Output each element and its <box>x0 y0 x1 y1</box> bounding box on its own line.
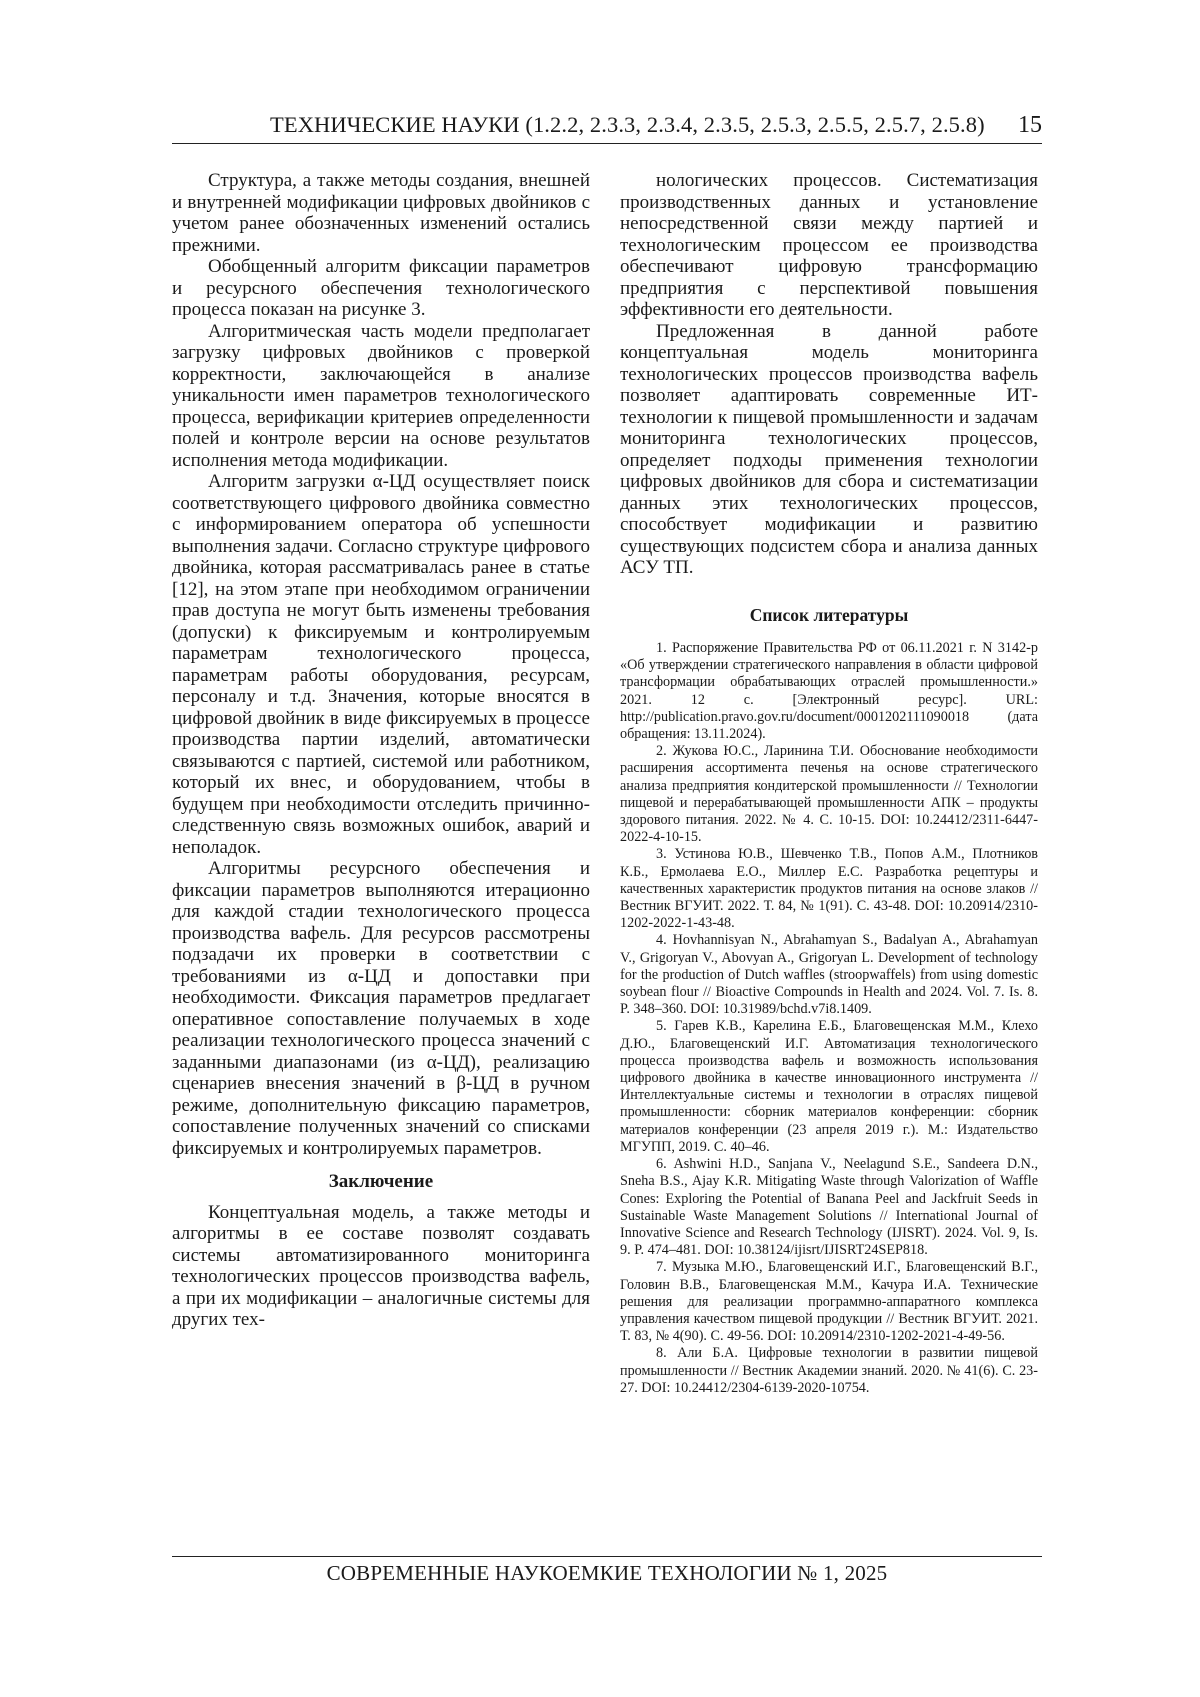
paragraph: Обобщенный алгоритм фиксации параметров и ресурсного обеспечения технологического процесса показан на рисунке 3. <box>172 256 590 320</box>
paragraph: нологических процессов. Систематизация производственных данных и установление непосредственной связи между партией и технологическим процессом ее производства обеспечивают цифровую трансформацию предприятия с перспективой повышения эффективности его деятельности. <box>620 170 1038 320</box>
journal-name: СОВРЕМЕННЫЕ НАУКОЕМКИЕ ТЕХНОЛОГИИ № 1, 2025 <box>326 1561 888 1585</box>
left-column <box>172 170 590 1331</box>
reference-item: 6. Ashwini H.D., Sanjana V., Neelagund S.E., Sandeera D.N., Sneha B.S., Ajay K.R. Mitigating Waste through Valorization of Waffle Cones: Exploring the Potential of Banana Peel and Jackfruit Seeds in Sustainable Waste Management Solutions // International Journal of Innovative Science and Research Technology (IJISRT). 2024. Vol. 9, Is. 9. P. 474–481. DOI: 10.38124/ijisrt/IJISRT24SEP818. <box>620 1156 1038 1259</box>
paragraph: Предложенная в данной работе концептуальная модель мониторинга технологических процессов производства вафель позволяет адаптировать современные ИТ-технологии к пищевой промышленности и задачам мониторинга технологических процессов, определяет подходы применения технологии цифровых двойников для сбора и систематизации данных этих технологических процессов, способствует модификации и развитию существующих подсистем сбора и анализа данных АСУ ТП. <box>620 320 1038 578</box>
paragraph: Структура, а также методы создания, внешней и внутренней модификации цифровых двойников с учетом ранее обозначенных изменений остались прежними. <box>172 170 590 256</box>
running-header <box>172 112 1042 142</box>
reference-item: 2. Жукова Ю.С., Ларинина Т.И. Обоснование необходимости расширения ассортимента печенья на основе стратегического анализа предприятия кондитерской промышленности // Технологии пищевой и перерабатывающей промышленности АПК – продукты здорового питания. 2022. № 4. С. 10-15. DOI: 10.24412/2311-6447-2022-4-10-15. <box>620 743 1038 846</box>
journal-section-title: ТЕХНИЧЕСКИЕ НАУКИ (1.2.2, 2.3.3, 2.3.4, 2.3.5, 2.5.3, 2.5.5, 2.5.7, 2.5.8) <box>270 112 985 137</box>
running-footer <box>172 1556 1042 1586</box>
reference-item: 4. Hovhannisyan N., Abrahamyan S., Badalyan A., Abrahamyan V., Grigoryan V., Abovyan A., Grigoryan L. Development of technology for the production of Dutch waffles (stroopwaffels) from using domestic soybean flour // Bioactive Compounds in Health and 2024. Vol. 7. Is. 8. P. 348–360. DOI: 10.31989/bchd.v7i8.1409. <box>620 932 1038 1018</box>
right-column <box>620 170 1038 1397</box>
references-heading: Список литературы <box>749 604 909 625</box>
paragraph: Алгоритм загрузки α-ЦД осуществляет поиск соответствующего цифрового двойника совместно с информированием оператора об успешности выполнения задачи. Согласно структуре цифрового двойника, которая рассматривалась ранее в статье [12], на этом этапе при необходимом ограничении прав доступа не могут быть изменены требования (допуски) к фиксируемым и контролируемым параметрам технологического процесса, параметрам работы оборудования, ресурсам, персоналу и т.д. Значения, которые вносятся в цифровой двойник в виде фиксируемых в процессе производства партии изделий, автоматически связываются с партией, системой или работником, который их внес, и оборудованием, чтобы в будущем при необходимости отследить причинно-следственную связь возможных ошибок, аварий и неполадок. <box>172 471 590 858</box>
header-divider <box>172 143 1042 144</box>
page-number: 15 <box>1018 112 1042 138</box>
footer-divider <box>172 1556 1042 1557</box>
reference-item: 3. Устинова Ю.В., Шевченко Т.В., Попов А.М., Плотников К.Б., Ермолаева Е.О., Миллер Е.С. Разработка рецептуры и качественных характеристик продуктов питания на основе злаков // Вестник ВГУИТ. 2022. Т. 84, № 1(91). С. 43-48. DOI: 10.20914/2310-1202-2022-1-43-48. <box>620 846 1038 932</box>
paragraph: Алгоритмы ресурсного обеспечения и фиксации параметров выполняются итерационно для каждой стадии технологического процесса производства вафель. Для ресурсов рассмотрены подзадачи их проверки в соответствии с требованиями из α-ЦД и допоставки при необходимости. Фиксация параметров предлагает оперативное сопоставление получаемых в ходе реализации технологического процесса значений с заданными диапазонами (из α-ЦД), реализацию сценариев внесения значений в β-ЦД в ручном режиме, дополнительную фиксацию параметров, сопоставление полученных значений со списками фиксируемых и контролируемых параметров. <box>172 858 590 1159</box>
paragraph: Алгоритмическая часть модели предполагает загрузку цифровых двойников с проверкой корректности, заключающейся в анализе уникальности имен параметров технологического процесса, верификации критериев определенности полей и контроле версии на основе результатов исполнения метода модификации. <box>172 320 590 471</box>
reference-item: 1. Распоряжение Правительства РФ от 06.11.2021 г. N 3142-р «Об утверждении стратегического направления в области цифровой трансформации обрабатывающих отраслей промышленности.» 2021. 12 с. [Электронный ресурс]. URL: http://publication.pravo.gov.ru/document/0001202111090018 (дата обращения: 13.11.2024). <box>620 640 1038 743</box>
reference-item: 8. Али Б.А. Цифровые технологии в развитии пищевой промышленности // Вестник Академии знаний. 2020. № 41(6). С. 23-27. DOI: 10.24412/2304-6139-2020-10754. <box>620 1345 1038 1396</box>
conclusion-heading: Заключение <box>328 1171 434 1192</box>
reference-item: 7. Музыка М.Ю., Благовещенский И.Г., Благовещенский В.Г., Головин В.В., Благовещенская М.М., Качура И.А. Технические решения для реализации программно-аппаратного комплекса управления качеством пищевой продукции // Вестник ВГУИТ. 2021. Т. 83, № 4(90). С. 49-56. DOI: 10.20914/2310-1202-2021-4-49-56. <box>620 1259 1038 1345</box>
reference-item: 5. Гарев К.В., Карелина Е.Б., Благовещенская М.М., Клехо Д.Ю., Благовещенский И.Г. Автоматизация технологического процесса производства вафель и возможность использования цифрового двойника в качестве инновационного инструмента // Интеллектуальные системы и технологии в отраслях пищевой промышленности: сборник материалов конференции: сборник материалов конференции (23 апреля 2019 г.). М.: Издательство МГУПП, 2019. С. 40–46. <box>620 1018 1038 1155</box>
paragraph: Концептуальная модель, а также методы и алгоритмы в ее составе позволят создавать системы автоматизированного мониторинга технологических процессов производства вафель, а при их модификации – аналогичные системы для других тех- <box>172 1201 590 1330</box>
